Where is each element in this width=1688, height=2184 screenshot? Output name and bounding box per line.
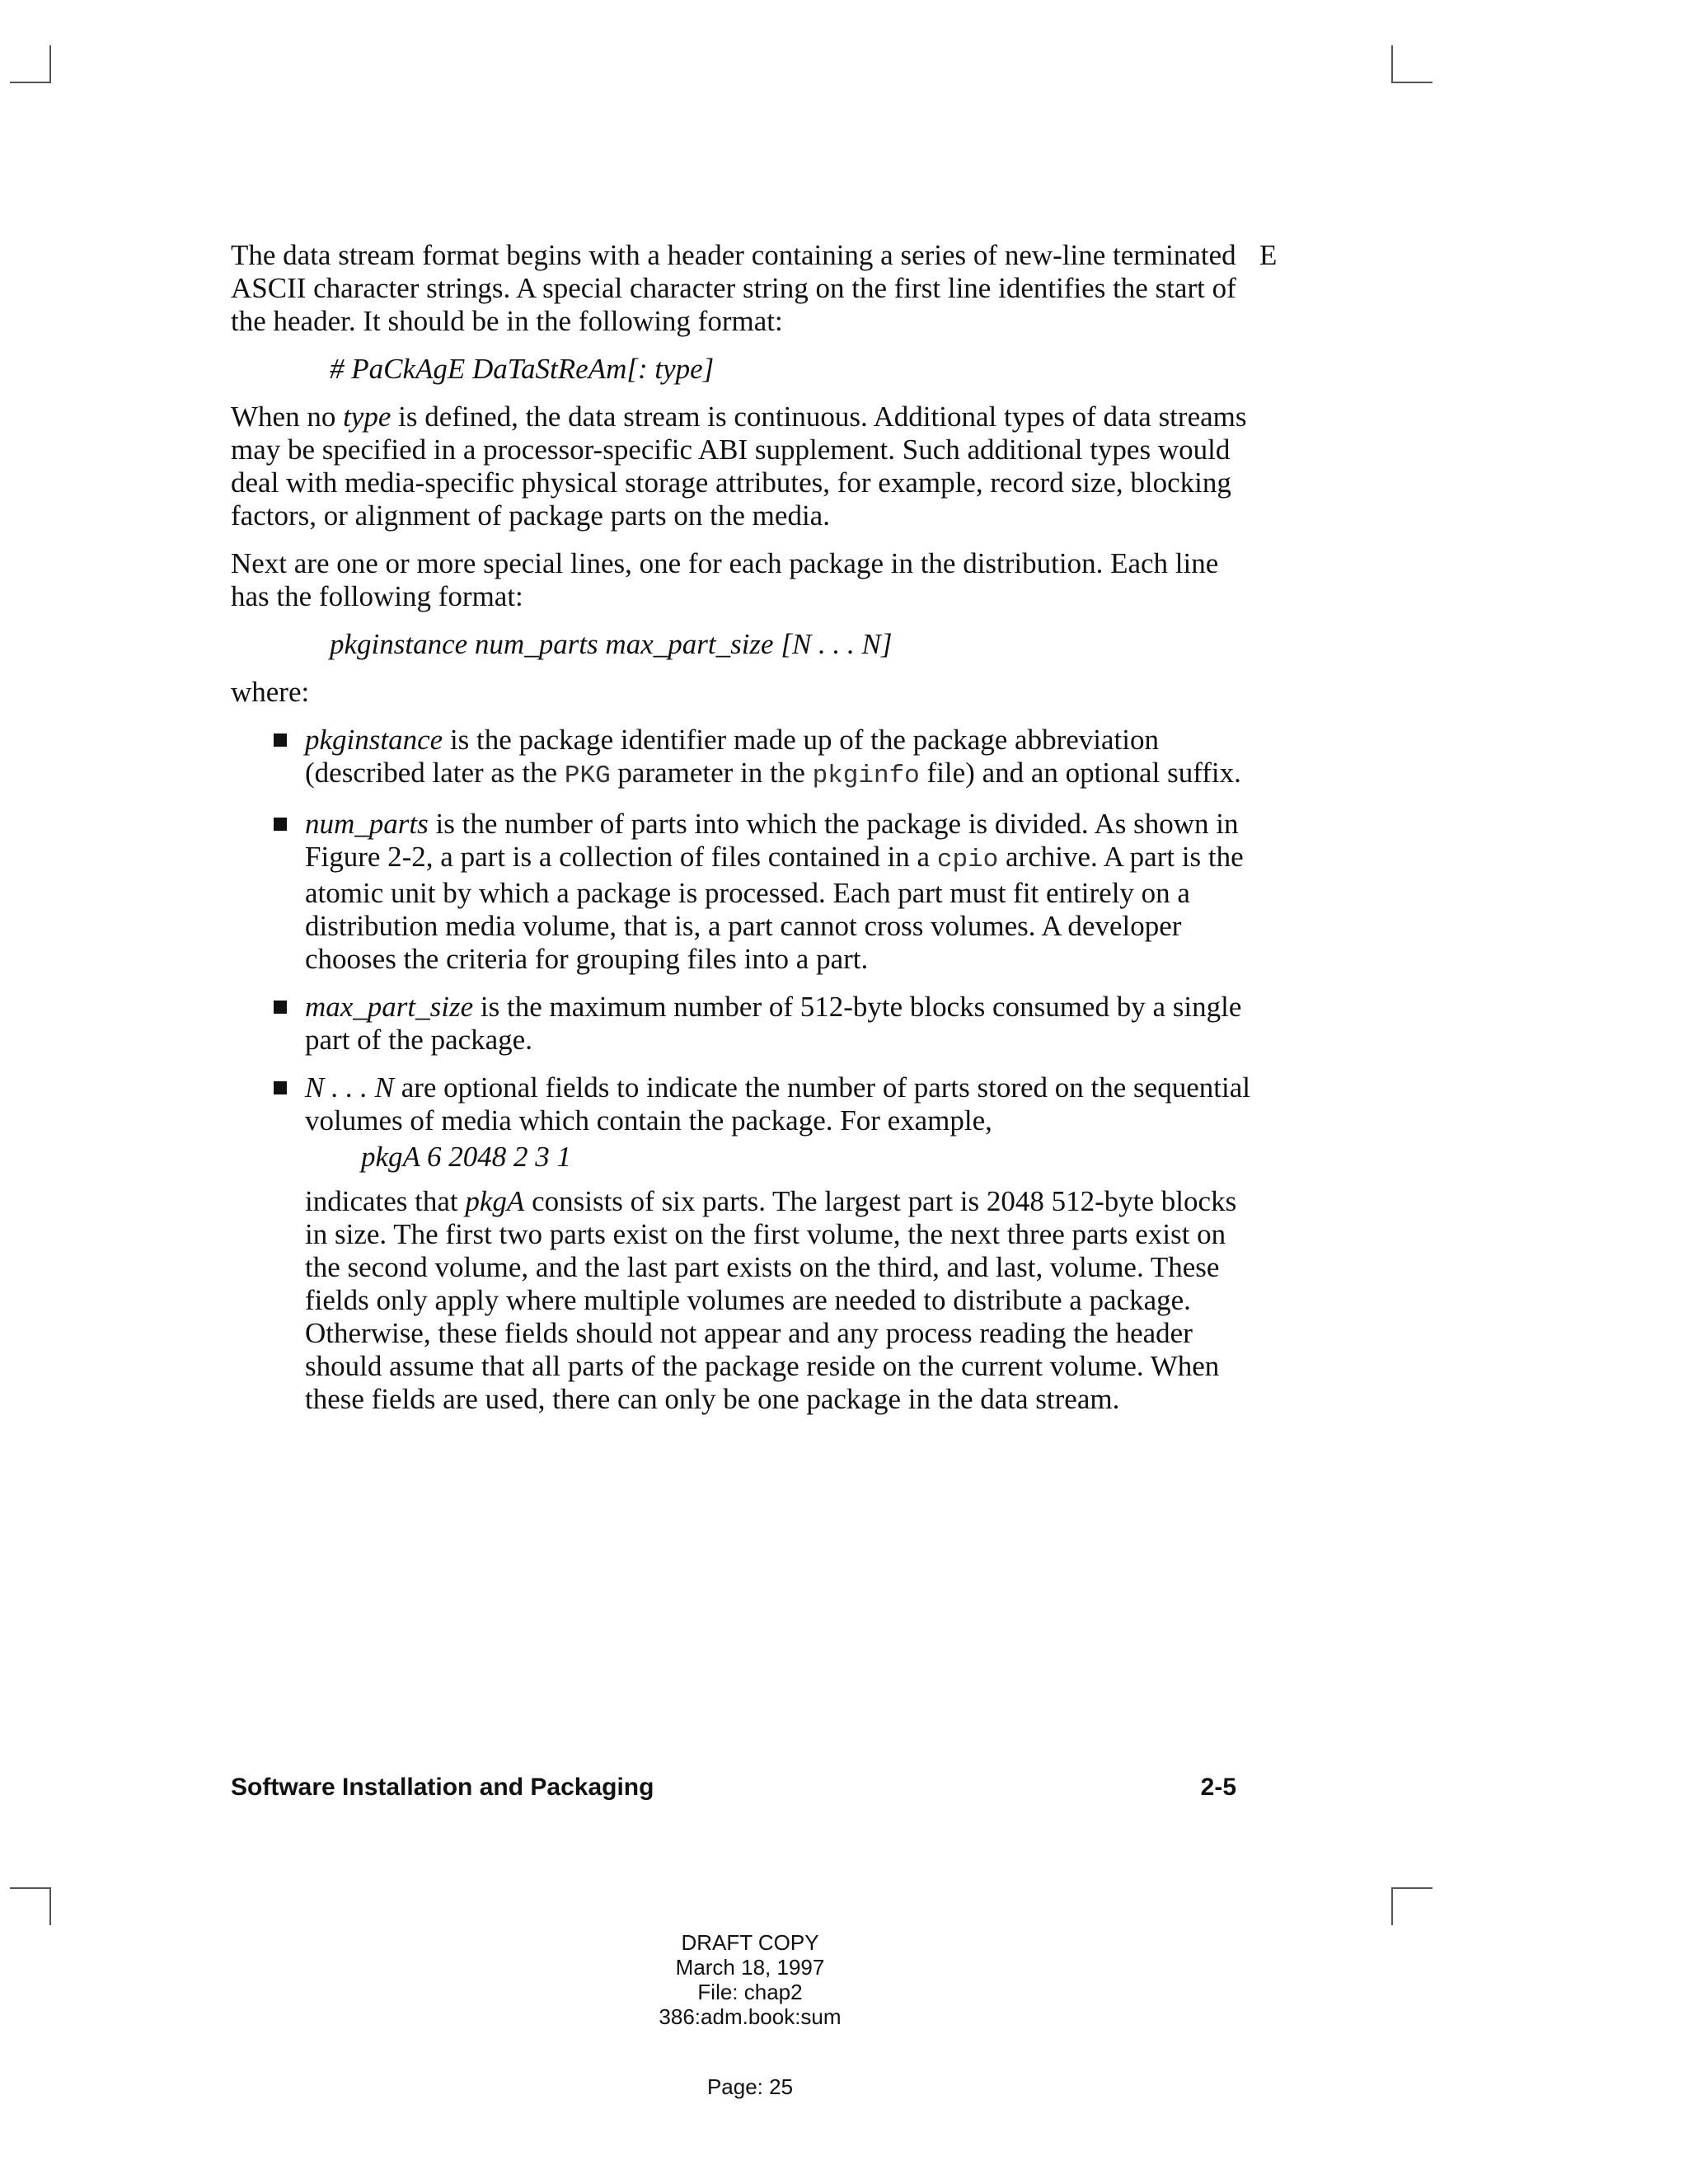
- crop-mark-bottom-left-h: [10, 1887, 51, 1889]
- special-lines-paragraph: Next are one or more special lines, one for each package in the distribution. Each line has the following format:: [231, 547, 1219, 612]
- bullet-icon: [274, 818, 287, 831]
- draft-stamp: [577, 1930, 923, 2029]
- code-pkg: PKG: [564, 762, 611, 790]
- item-term: pkginstance: [305, 724, 443, 756]
- crop-mark-top-right-h: [1391, 82, 1432, 83]
- draft-copy-label: DRAFT COPY: [681, 1930, 819, 1955]
- code-pkginfo: pkginfo: [812, 762, 920, 790]
- bullet-icon: [274, 733, 287, 747]
- type-paragraph: When no type is defined, the data stream is continuous. Additional types of data streams may be specified in a processor-specific ABI supplement. Such additional types would deal with media-specific physical storage attributes, for example, record size, blocking factors, or alignment of package parts on the media.: [231, 401, 1247, 532]
- change-bar-mark: E: [1259, 239, 1278, 271]
- code-cpio: cpio: [936, 846, 999, 874]
- intro-paragraph: The data stream format begins with a header containing a series of new-line terminated ASCII character strings. A special character string on the first line identifies the start of the header. It should be in the following format:: [231, 239, 1236, 337]
- crop-mark-bottom-left-v: [49, 1887, 51, 1925]
- list-item: pkginstance is the package identifier made up of the package abbreviation (described later as the PKG parameter in the pkginfo file) and an optional suffix.: [231, 724, 1253, 793]
- item-term: N . . . N: [305, 1071, 394, 1104]
- crop-mark-bottom-right-h: [1391, 1887, 1432, 1889]
- list-item: num_parts is the number of parts into which the package is divided. As shown in Figure 2-2, a part is a collection of files contained in a cpio archive. A part is the atomic unit by which a package is processed. Each part must fit entirely on a distribution media volume, that is, a part cannot cross volumes. A developer chooses the criteria for grouping files into a part.: [231, 808, 1253, 976]
- page-body: [231, 239, 1253, 1431]
- bullet-icon: [274, 1081, 287, 1094]
- crop-mark-top-left-h: [10, 82, 51, 83]
- type-term: type: [343, 401, 392, 433]
- bullet-icon: [274, 1001, 287, 1014]
- pkga-term: pkgA: [465, 1185, 525, 1217]
- draft-book: 386:adm.book:sum: [659, 2004, 842, 2029]
- line-format: pkginstance num_parts max_part_size [N . . . N]: [330, 628, 893, 660]
- crop-mark-bottom-right-v: [1391, 1887, 1393, 1925]
- list-item: N . . . N are optional fields to indicate the number of parts stored on the sequential volumes of media which contain the package. For example, pkgA 6 2048 2 3 1 indicates that pkgA consists of six parts. The largest part is 2048 512-byte blocks in size. The first two parts exist on the first volume, the next three parts exist on the second volume, and the last part exists on the third, and last, volume. These fields only apply where multiple volumes are needed to distribute a package. Otherwise, these fields should not appear and any process reading the header should assume that all parts of the package reside on the current volume. When these fields are used, there can only be one package in the data stream.: [231, 1071, 1253, 1416]
- item-term: max_part_size: [305, 991, 474, 1023]
- where-label: where:: [231, 676, 310, 708]
- list-item: max_part_size is the maximum number of 512-byte blocks consumed by a single part of the package.: [231, 991, 1253, 1057]
- footer-title: Software Installation and Packaging: [231, 1774, 654, 1801]
- item-term: num_parts: [305, 808, 429, 840]
- footer-page-number: 2-5: [1200, 1774, 1236, 1801]
- crop-mark-top-left-v: [49, 45, 51, 83]
- example-line: pkgA 6 2048 2 3 1: [361, 1141, 572, 1173]
- draft-file: File: chap2: [697, 1980, 803, 2004]
- crop-mark-top-right-v: [1391, 45, 1393, 83]
- draft-date: March 18, 1997: [675, 1955, 825, 1980]
- header-format-line: # PaCkAgE DaTaStReAm[: type]: [330, 353, 715, 385]
- page-indicator: Page: 25: [706, 2074, 794, 2099]
- example-explanation: indicates that pkgA consists of six parts. The largest part is 2048 512-byte blocks in size. The first two parts exist on the first volume, the next three parts exist on the second volume, and the last part exists on the third, and last, volume. These fields only apply where multiple volumes are needed to distribute a package. Otherwise, these fields should not appear and any process reading the header should assume that all parts of the package reside on the current volume. When these fields are used, there can only be one package in the data stream.: [305, 1185, 1237, 1415]
